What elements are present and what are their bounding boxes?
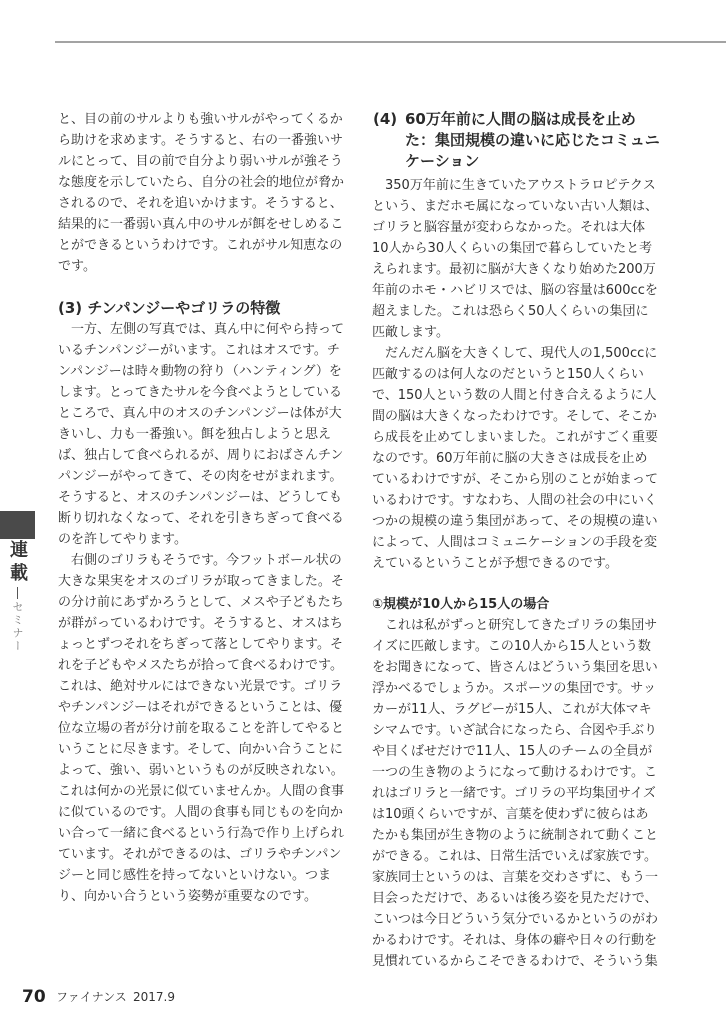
text-line: きいし、力も一番強い。餌を独占しようと思え bbox=[58, 427, 332, 442]
text-line: されるので、それを追いかけます。そうすると、 bbox=[58, 196, 343, 211]
text-line: これは私がずっと研究してきたゴリラの集団サ bbox=[372, 618, 658, 633]
text-line: かるわけです。それは、身体の癖や日々の行動を bbox=[372, 933, 657, 948]
intro-text bbox=[58, 109, 348, 277]
heading-line: ケーション bbox=[405, 152, 480, 170]
text-line: なのです。60万年前に脳の大きさは成長を止め bbox=[372, 451, 648, 466]
text-line: やチンパンジーはそれができるということは、優 bbox=[58, 700, 343, 715]
text-line: や目くばせだけで11人、15人のチームの全員が bbox=[372, 744, 653, 759]
text-line: ところで、真ん中のオスのチンパンジーは体が大 bbox=[58, 406, 342, 421]
text-line: ょっとずつそれをちぎって落としてやります。そ bbox=[58, 637, 343, 652]
text-line: 匹敵します。 bbox=[372, 325, 449, 340]
side-tab-block bbox=[0, 511, 35, 539]
right-column bbox=[372, 109, 666, 972]
text-line: します。とってきたサルを今食べようとしている bbox=[58, 385, 343, 400]
text-line: ジーと同じ感性を持ってないといけない。つま bbox=[58, 868, 332, 883]
text-line: 匹敵するのは何人なのだというと150人くらい bbox=[372, 367, 644, 382]
text-line: ら助けを求めます。そうすると、右の一番強いサ bbox=[58, 133, 343, 148]
text-line: ています。それができるのは、ゴリラやチンパン bbox=[58, 847, 342, 862]
text-line: に似ているのです。人間の食事も同じものを向か bbox=[58, 805, 343, 820]
text-line: 一つの生き物のようになって動けるわけです。こ bbox=[372, 765, 657, 780]
text-line: れはゴリラと一緒です。ゴリラの平均集団サイズ bbox=[372, 786, 656, 801]
text-line: は10頭くらいですが、言葉を使わずに彼らはあ bbox=[372, 807, 649, 822]
text-line: 超えました。これは恐らく50人くらいの集団に bbox=[372, 304, 649, 319]
section-4-body bbox=[372, 175, 666, 574]
text-line: によって、人間はコミュニケーションの手段を変 bbox=[372, 535, 657, 550]
text-line: 350万年前に生きていたアウストラロピテクス bbox=[372, 178, 656, 193]
text-line: いるわけです。すなわち、人間の社会の中にいく bbox=[372, 493, 657, 508]
text-line: 一方、左側の写真では、真ん中に何やら持って bbox=[58, 322, 345, 337]
text-line: ができる。これは、日常生活でいえば家族です。 bbox=[372, 849, 657, 864]
subsection-1-heading: ①規模が10人から15人の場合 bbox=[372, 597, 550, 612]
text-line: をお聞きになって、皆さんはどういう集団を思い bbox=[372, 660, 658, 675]
text-line: の分け前にあずかろうとして、メスや子どもたち bbox=[58, 595, 344, 610]
section-4-number: (4) bbox=[373, 110, 398, 128]
text-line: 結果的に一番弱い真ん中のサルが餌をせしめるこ bbox=[58, 217, 344, 232]
text-line: り、向かい合うという姿勢が重要なのです。 bbox=[58, 889, 317, 904]
text-line: えられます。最初に脳が大きくなり始めた200万 bbox=[372, 262, 656, 277]
text-line: 見慣れているからこそできるわけで、そういう集 bbox=[372, 954, 658, 969]
text-line: で、150人という数の人間と付き合えるように人 bbox=[372, 388, 657, 403]
text-line: 年前のホモ・ハビリスでは、脳の容量は600ccを bbox=[372, 283, 658, 298]
text-line: ゴリラと脳容量が変わらなかった。それは大体 bbox=[372, 220, 646, 235]
text-line: が群がっているわけです。そうすると、オスはち bbox=[58, 616, 343, 631]
text-line: ンパンジーは時々動物の狩り（ハンティング）を bbox=[58, 364, 342, 379]
text-line: 目会っただけで、あるいは後ろ姿を見ただけで、 bbox=[372, 891, 658, 906]
text-line: い合って一緒に食べるという行為で作り上げられ bbox=[58, 826, 345, 841]
text-line: ているわけですが、そこから別のことが始まって bbox=[372, 472, 659, 487]
section-label: セミナー bbox=[11, 601, 24, 653]
section-4-heading-text bbox=[405, 109, 666, 172]
top-rule bbox=[55, 41, 726, 43]
text-line: という、まだホモ属になっていない古い人類は、 bbox=[372, 199, 659, 214]
issue-date: 2017.9 bbox=[133, 990, 175, 1004]
text-line: 位な立場の者が分け前を取ることを許してやると bbox=[58, 721, 345, 736]
subsection-1-body bbox=[372, 615, 666, 972]
text-line: 浮かべるでしょうか。スポーツの集団です。サッ bbox=[372, 681, 657, 696]
text-line: 10人から30人くらいの集団で暮らしていたと考 bbox=[372, 241, 653, 256]
text-line: と、目の前のサルよりも強いサルがやってくるか bbox=[58, 112, 343, 127]
text-line: いるチンパンジーがいます。これはオスです。チ bbox=[58, 343, 340, 358]
series-label: 連載 bbox=[7, 540, 28, 586]
text-line: ルにとって、目の前で自分より弱いサルが強そう bbox=[58, 154, 343, 169]
section-3-heading: (3) チンパンジーやゴリラの特徴 bbox=[58, 299, 281, 317]
text-line: たかも集団が生き物のように統制されて動くこと bbox=[372, 828, 659, 843]
text-line: これは、絶対サルにはできない光景です。ゴリラ bbox=[58, 679, 343, 694]
text-line: れを子どもやメスたちが拾って食べるわけです。 bbox=[58, 658, 343, 673]
left-column bbox=[58, 109, 348, 907]
text-line: 家族同士というのは、言葉を交わさずに、もう一 bbox=[372, 870, 659, 885]
text-line: イズに匹敵します。この10人から15人という数 bbox=[372, 639, 651, 654]
text-line: です。 bbox=[58, 259, 96, 274]
text-line: 断り切れなくなって、それを引きちぎって食べる bbox=[58, 511, 344, 526]
text-line: つかの規模の違う集団があって、その規模の違い bbox=[372, 514, 658, 529]
text-line: だんだん脳を大きくして、現代人の1,500ccに bbox=[372, 346, 658, 361]
text-line: そうすると、オスのチンパンジーは、どうしても bbox=[58, 490, 342, 505]
text-line: 間の脳は大きくなったわけです。そして、そこか bbox=[372, 409, 657, 424]
side-tab-divider bbox=[17, 587, 18, 599]
text-line: な態度を示していたら、自分の社会的地位が脅か bbox=[58, 175, 345, 190]
text-line: これは何かの光景に似ていませんか。人間の食事 bbox=[58, 784, 345, 799]
text-line: 大きな果実をオスのゴリラが取ってきました。そ bbox=[58, 574, 344, 589]
section-4-heading bbox=[372, 109, 666, 172]
text-line: カーが11人、ラグビーが15人、これが大体マキ bbox=[372, 702, 652, 717]
text-line: ら成長を止めてしまいました。これがすごく重要 bbox=[372, 430, 659, 445]
text-line: えているということが予想できるのです。 bbox=[372, 556, 618, 571]
heading-line: た：集団規模の違いに応じたコミュニ bbox=[405, 131, 660, 149]
magazine-name: ファイナンス bbox=[56, 990, 127, 1004]
text-line: パンジーがやってきて、その肉をせがまれます。 bbox=[58, 469, 343, 484]
section-3-body bbox=[58, 319, 348, 907]
heading-line: 60万年前に人間の脳は成長を止め bbox=[405, 110, 636, 128]
text-line: のを許してやります。 bbox=[58, 532, 187, 547]
text-line: こいつは今日どういう気分でいるかというのがわ bbox=[372, 912, 659, 927]
text-line: シマムです。いざ試合になったら、合図や手ぶり bbox=[372, 723, 657, 738]
text-line: いうことに尽きます。そして、向かい合うことに bbox=[58, 742, 343, 757]
text-line: とができるというわけです。これがサル知恵なの bbox=[58, 238, 343, 253]
text-line: ば、独占して食べられるが、周りにおばさんチン bbox=[58, 448, 344, 463]
text-line: 右側のゴリラもそうです。今フットボール状の bbox=[58, 553, 342, 568]
text-line: よって、強い、弱いというものが反映されない。 bbox=[58, 763, 344, 778]
page-number: 70 bbox=[22, 987, 46, 1007]
